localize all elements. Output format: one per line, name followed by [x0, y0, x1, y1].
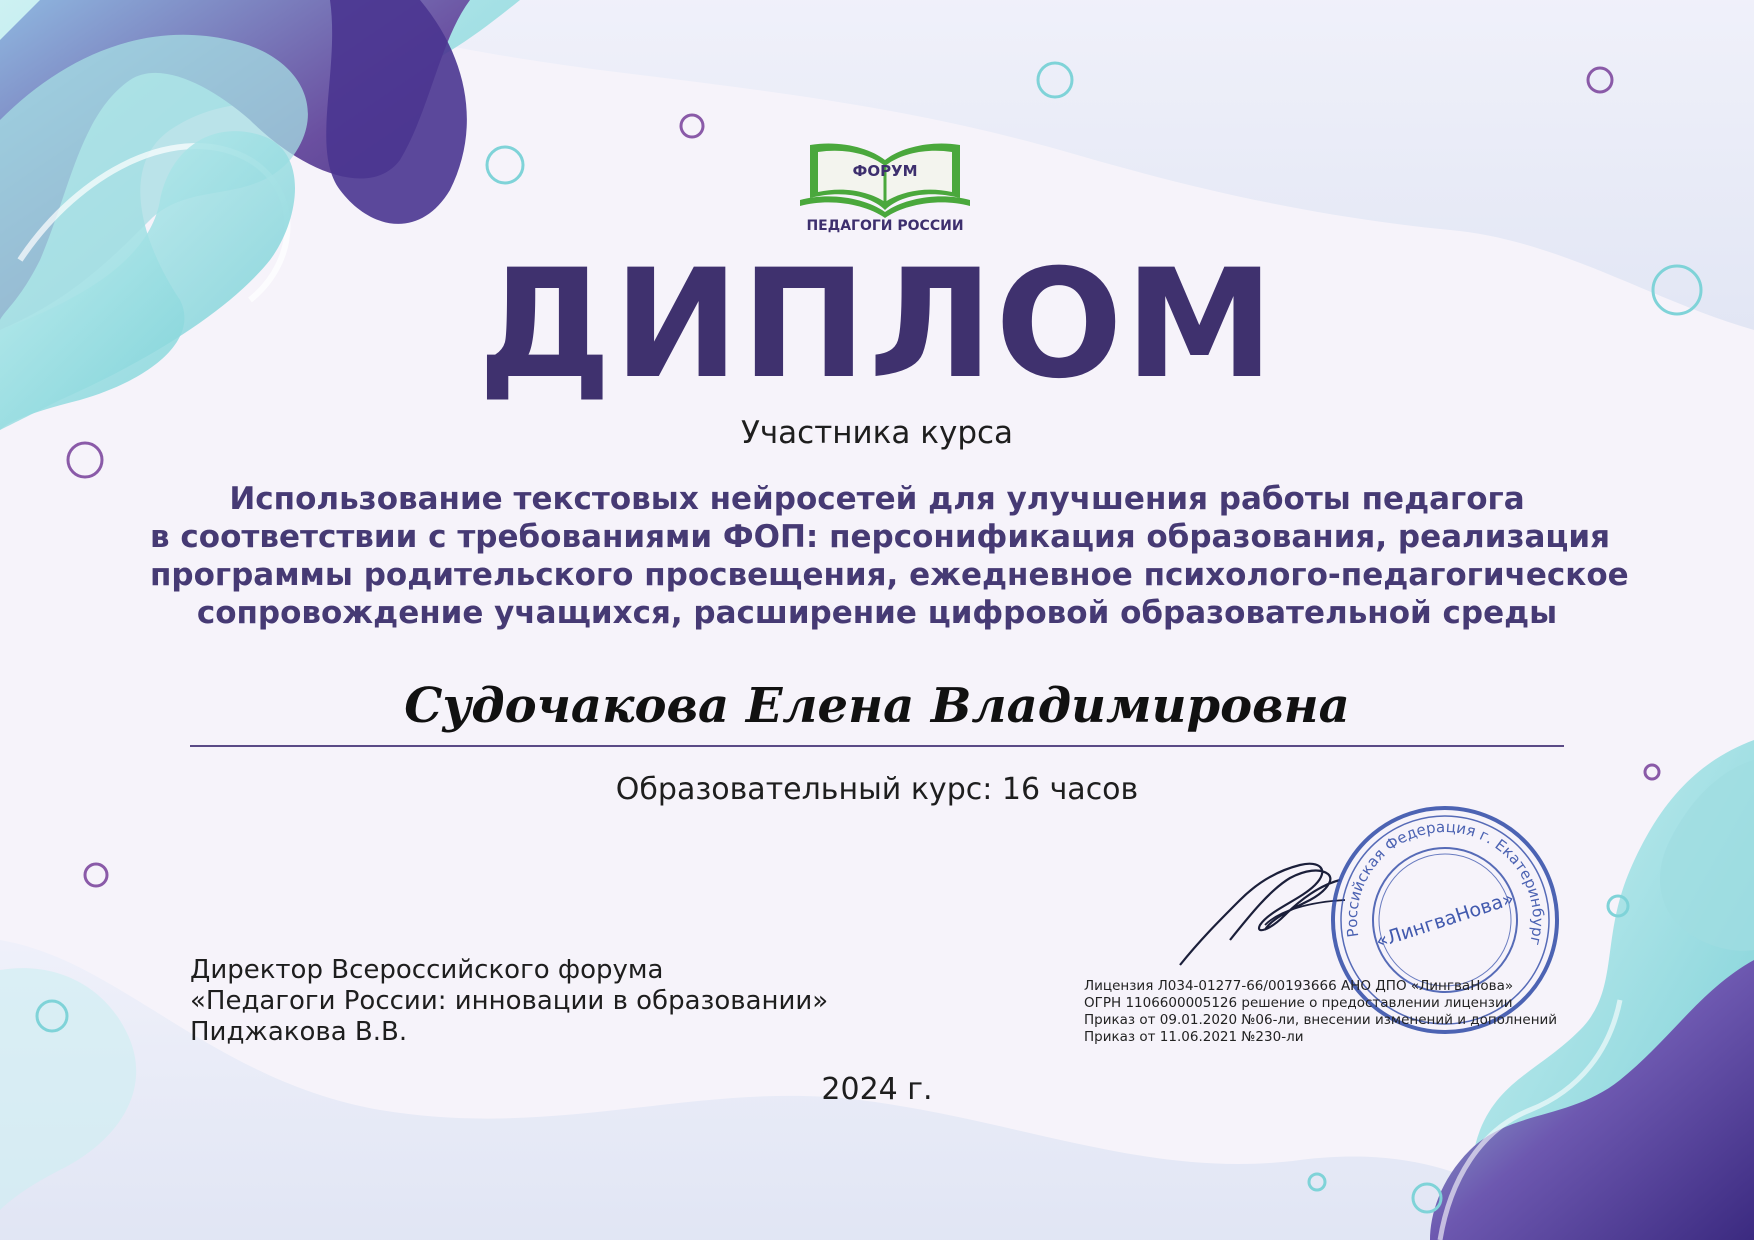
license-line: ОГРН 1106600005126 решение о предоставлении лицензии: [1084, 995, 1513, 1011]
recipient-name: Судочакова Елена Владимировна: [404, 678, 1350, 734]
name-underline: [190, 745, 1564, 747]
license-line: Приказ от 09.01.2020 №06-ли, внесении изменений и дополнений: [1084, 1012, 1558, 1028]
director-name: Пиджакова В.В.: [190, 1017, 408, 1047]
logo-bottom-text: ПЕДАГОГИ РОССИИ: [806, 218, 964, 234]
director-title: Директор Всероссийского форума: [190, 955, 664, 985]
logo-top-text: ФОРУМ: [852, 162, 918, 180]
diploma-subtitle: Участника курса: [740, 415, 1014, 451]
bubble: [681, 115, 703, 137]
course-title-line: программы родительского просвещения, ежедневное психолого-педагогическое: [150, 557, 1629, 593]
director-block: [190, 955, 828, 1048]
signature-icon: [1170, 830, 1350, 970]
course-title-line: Использование текстовых нейросетей для улучшения работы педагога: [229, 481, 1525, 517]
forum-logo: [800, 140, 970, 240]
course-title: [150, 480, 1629, 632]
bubble: [487, 147, 523, 183]
director-forum: «Педагоги России: инновации в образовании»: [190, 986, 829, 1016]
license-line: Приказ от 11.06.2021 №230-ли: [1084, 1029, 1304, 1045]
course-title-line: сопровождение учащихся, расширение цифровой образовательной среды: [196, 595, 1558, 631]
bubble: [85, 864, 107, 886]
stamp-center-text: «ЛингваНова»: [1373, 887, 1517, 953]
stamp-ring-text: Российская Федерация г. Екатеринбург: [1342, 817, 1548, 948]
diploma-year: 2024 г.: [821, 1072, 933, 1107]
course-title-line: в соответствии с требованиями ФОП: персонификация образования, реализация: [150, 519, 1610, 555]
svg-text:Российская Федерация г. Екатер: [1325, 800, 1559, 1005]
license-line: Лицензия Л034-01277-66/00193666 АНО ДПО «ЛингваНова»: [1084, 978, 1514, 994]
course-hours: Образовательный курс: 16 часов: [615, 772, 1139, 807]
license-block: [1084, 978, 1557, 1046]
diploma-title: ДИПЛОМ: [477, 238, 1277, 412]
